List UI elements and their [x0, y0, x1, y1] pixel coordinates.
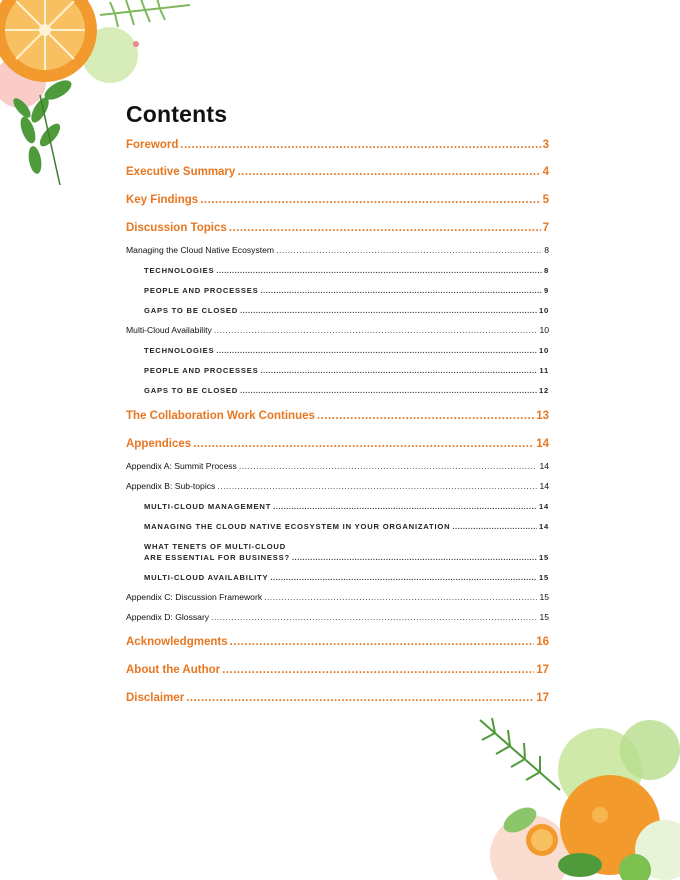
dot-leader: [264, 592, 537, 602]
dot-leader: [292, 553, 537, 562]
toc-entry-mcn-gaps[interactable]: [126, 306, 549, 315]
toc-page-number: 3: [542, 139, 549, 151]
toc-label: Discussion Topics: [126, 222, 227, 234]
toc-entry-key-findings[interactable]: [126, 194, 549, 206]
toc-entry-multi-cloud-availability[interactable]: [126, 325, 549, 335]
dot-leader: [229, 222, 541, 234]
dot-leader: [317, 410, 534, 422]
dot-leader: [216, 266, 542, 275]
toc-entry-acknowledgments[interactable]: [126, 636, 549, 648]
toc-entry-appendix-c[interactable]: [126, 592, 549, 602]
dot-leader: [200, 194, 540, 206]
toc-label: Acknowledgments: [126, 636, 228, 648]
toc-page-number: 14: [539, 481, 549, 491]
dot-leader: [230, 636, 535, 648]
toc-entry-appendix-d[interactable]: [126, 612, 549, 622]
toc-entry-about-author[interactable]: [126, 664, 549, 676]
dot-leader: [260, 366, 537, 375]
toc-page-number: 8: [544, 245, 549, 255]
toc-label: ARE ESSENTIAL FOR BUSINESS?: [144, 553, 290, 562]
dot-leader: [452, 522, 537, 531]
toc-page-number: 14: [538, 522, 549, 531]
dot-leader: [180, 139, 540, 151]
dot-leader: [222, 664, 534, 676]
toc-label: Managing the Cloud Native Ecosystem: [126, 245, 275, 255]
toc-label: MULTI-CLOUD MANAGEMENT: [144, 502, 272, 511]
dot-leader: [186, 692, 534, 704]
toc-entry-b-managing-ecosystem[interactable]: [126, 522, 549, 531]
toc-entry-appendices[interactable]: [126, 438, 549, 450]
toc-entry-mca-people-processes[interactable]: [126, 366, 549, 375]
toc-label: TECHNOLOGIES: [144, 266, 215, 275]
toc-entry-mcn-technologies[interactable]: [126, 266, 549, 275]
toc-page-number: 10: [538, 346, 549, 355]
toc-page-number: 15: [538, 553, 549, 562]
toc-label: Appendix B: Sub-topics: [126, 481, 216, 491]
toc-page-number: 9: [543, 286, 549, 295]
toc-page-number: 11: [539, 366, 549, 375]
toc-entry-b-multi-cloud-availability[interactable]: [126, 573, 549, 582]
toc-page-number: 14: [536, 438, 549, 450]
toc-page-number: 4: [542, 166, 549, 178]
toc-label: MANAGING THE CLOUD NATIVE ECOSYSTEM IN YOUR ORGANIZATION: [144, 522, 451, 531]
toc-page-number: 15: [538, 573, 549, 582]
toc-label: The Collaboration Work Continues: [126, 410, 315, 422]
dot-leader: [211, 612, 537, 622]
toc-page-number: 16: [536, 636, 549, 648]
toc-page-number: 14: [538, 502, 549, 511]
toc-label: Multi-Cloud Availability: [126, 325, 212, 335]
toc-page-number: 8: [543, 266, 549, 275]
toc-label: Appendix D: Glossary: [126, 612, 210, 622]
toc-entry-foreword[interactable]: [126, 139, 549, 151]
toc-entry-discussion-topics[interactable]: [126, 222, 549, 234]
toc-page-number: 7: [542, 222, 549, 234]
toc-entry-collaboration[interactable]: [126, 410, 549, 422]
toc-page-number: 10: [539, 325, 549, 335]
toc-label: PEOPLE AND PROCESSES: [144, 286, 259, 295]
toc-label: Foreword: [126, 139, 179, 151]
toc-entry-managing-cloud-native[interactable]: [126, 245, 549, 255]
toc-label: GAPS TO BE CLOSED: [144, 386, 239, 395]
toc-page-number: 10: [538, 306, 549, 315]
toc-label: PEOPLE AND PROCESSES: [144, 366, 259, 375]
toc-entry-disclaimer[interactable]: [126, 692, 549, 704]
toc-label: TECHNOLOGIES: [144, 346, 215, 355]
toc-entry-executive-summary[interactable]: [126, 166, 549, 178]
dot-leader: [260, 286, 542, 295]
toc-label: Disclaimer: [126, 692, 185, 704]
toc-page-number: 15: [539, 592, 549, 602]
toc-page-number: 5: [542, 194, 549, 206]
toc-label: Appendix C: Discussion Framework: [126, 592, 263, 602]
toc-label: MULTI-CLOUD AVAILABILITY: [144, 573, 269, 582]
toc-page-number: 15: [539, 612, 549, 622]
toc-label: Key Findings: [126, 194, 199, 206]
toc-entry-b-tenets-line1: WHAT TENETS OF MULTI-CLOUD: [144, 542, 286, 551]
toc-label: Executive Summary: [126, 166, 236, 178]
toc-label: GAPS TO BE CLOSED: [144, 306, 239, 315]
dot-leader: [270, 573, 537, 582]
toc-label: Appendices: [126, 438, 192, 450]
dot-leader: [216, 346, 537, 355]
toc-label: About the Author: [126, 664, 221, 676]
toc-entry-mcn-people-processes[interactable]: [126, 286, 549, 295]
dot-leader: [214, 325, 538, 335]
toc-entry-b-multi-cloud-management[interactable]: [126, 502, 549, 511]
toc-entry-mca-gaps[interactable]: [126, 386, 549, 395]
dot-leader: [273, 502, 537, 511]
dot-leader: [276, 245, 542, 255]
citrus-illustration-bottom-right: [450, 710, 680, 880]
toc-page-number: 17: [536, 692, 549, 704]
dot-leader: [240, 306, 537, 315]
toc-page-number: 12: [538, 386, 549, 395]
dot-leader: [237, 166, 540, 178]
dot-leader: [193, 438, 534, 450]
dot-leader: [217, 481, 537, 491]
toc-entry-b-tenets[interactable]: [126, 553, 549, 562]
toc-page-number: 14: [539, 461, 549, 471]
toc-page-number: 17: [536, 664, 549, 676]
toc-page-number: 13: [536, 410, 549, 422]
page-title: Contents: [126, 101, 228, 128]
toc-entry-appendix-a[interactable]: [126, 461, 549, 471]
dot-leader: [240, 386, 537, 395]
toc-entry-mca-technologies[interactable]: [126, 346, 549, 355]
toc-entry-appendix-b[interactable]: [126, 481, 549, 491]
toc-label: Appendix A: Summit Process: [126, 461, 237, 471]
dot-leader: [239, 461, 538, 471]
